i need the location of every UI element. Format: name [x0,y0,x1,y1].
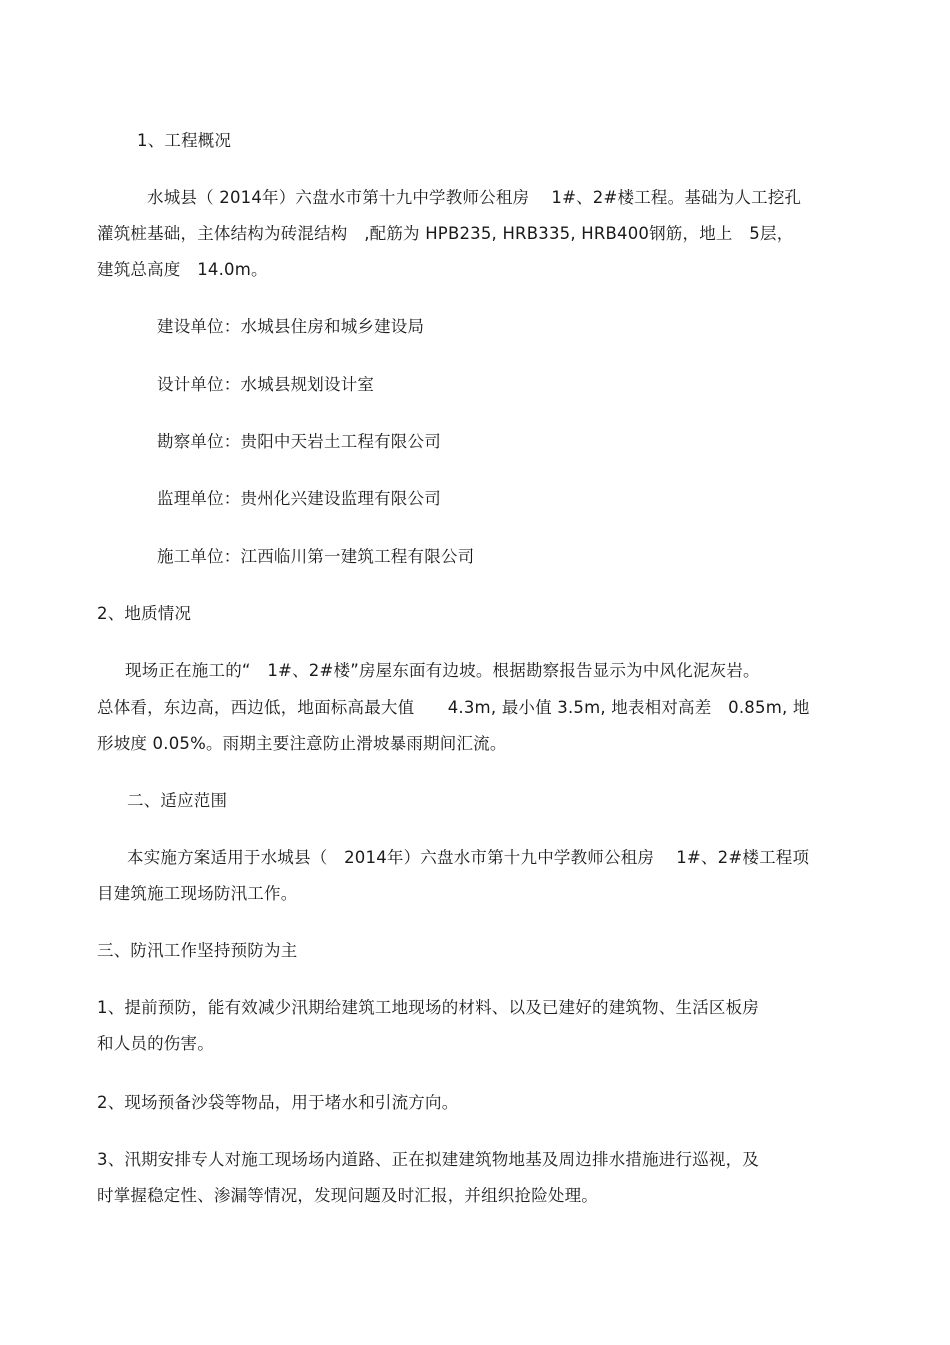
section-heading-project-overview: 1、工程概况 [137,131,232,150]
paragraph-line: 总体看，东边高，西边低，地面标高最大值 4.3m, 最小值 3.5m, 地表相对高差 0.85m, 地 [97,698,810,717]
paragraph-line: 形坡度 0.05%。雨期主要注意防止滑坡暴雨期间汇流。 [97,734,507,753]
list-item-line: 时掌握稳定性、渗漏等情况，发现问题及时汇报，并组织抢险处理。 [97,1186,598,1205]
paragraph-line: 建筑总高度 14.0m。 [97,260,268,279]
unit-line-supervision: 监理单位：贵州化兴建设监理有限公司 [157,489,441,508]
list-item-line: 和人员的伤害。 [97,1034,214,1053]
list-item-line: 1、提前预防，能有效减少汛期给建筑工地现场的材料、以及已建好的建筑物、生活区板房 [97,998,759,1017]
list-item-line: 3、汛期安排专人对施工现场场内道路、正在拟建建筑物地基及周边排水措施进行巡视，及 [97,1150,759,1169]
section-heading-scope: 二、适应范围 [127,791,228,810]
unit-line-survey: 勘察单位：贵阳中天岩土工程有限公司 [157,432,441,451]
section-heading-prevention: 三、防汛工作坚持预防为主 [97,941,298,960]
paragraph-line: 灌筑桩基础，主体结构为砖混结构 ,配筋为 HPB235, HRB335, HRB400钢筋，地上 5层， [97,224,794,243]
section-heading-geology: 2、地质情况 [97,604,192,623]
paragraph-line: 现场正在施工的“ 1#、2#楼”房屋东面有边坡。根据勘察报告显示为中风化泥灰岩。 [125,661,760,680]
paragraph-line: 目建筑施工现场防汛工作。 [97,884,298,903]
paragraph-line: 本实施方案适用于水城县（ 2014年）六盘水市第十九中学教师公租房 1#、2#楼工程项 [127,848,810,867]
list-item-line: 2、现场预备沙袋等物品，用于堵水和引流方向。 [97,1093,459,1112]
unit-line-contractor: 施工单位：江西临川第一建筑工程有限公司 [157,547,475,566]
paragraph-line: 水城县（ 2014年）六盘水市第十九中学教师公租房 1#、2#楼工程。基础为人工挖孔 [147,188,802,207]
unit-line-design: 设计单位：水城县规划设计室 [157,375,375,394]
unit-line-construction: 建设单位：水城县住房和城乡建设局 [157,317,425,336]
